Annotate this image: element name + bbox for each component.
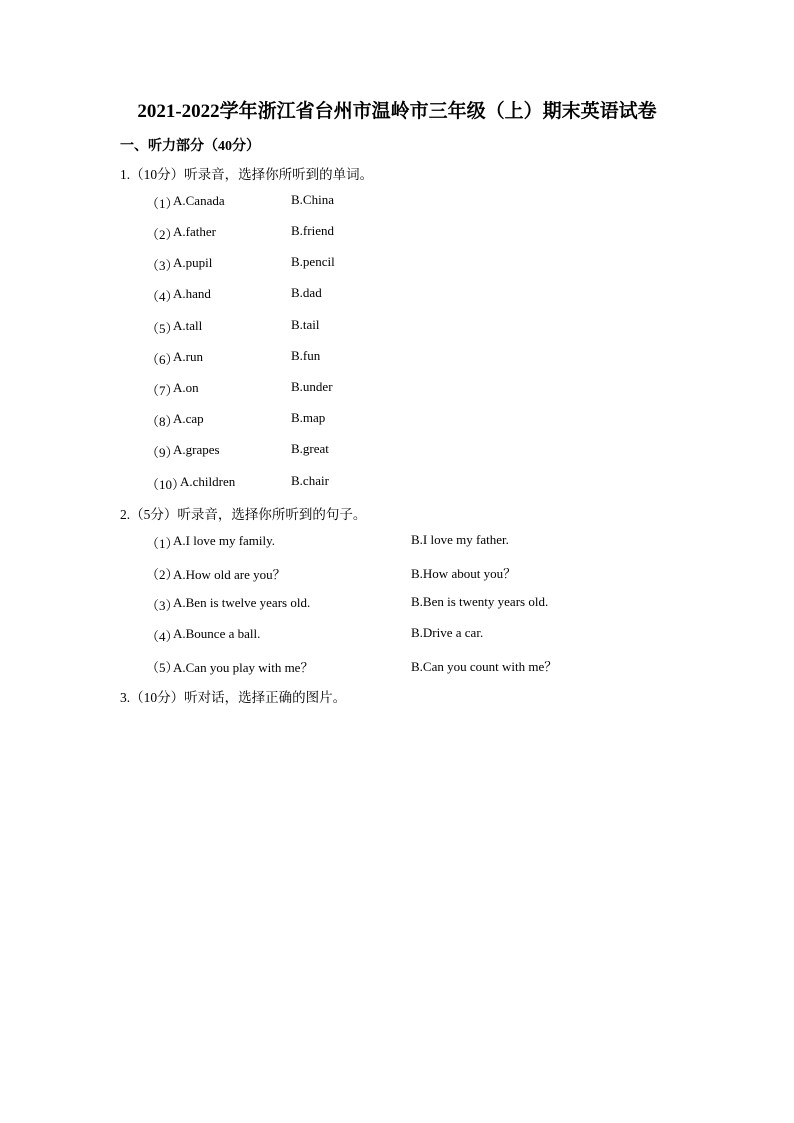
item-number: （7） <box>146 383 179 398</box>
item-number: （3） <box>146 258 179 273</box>
option-a: A.children <box>180 474 236 489</box>
option-b: B.Ben is twenty years old. <box>411 594 549 609</box>
question-1-header: 1.（10分）听录音，选择你所听到的单词。 <box>120 167 374 182</box>
item-number: （9） <box>146 445 179 460</box>
option-a: A.Canada <box>173 193 225 208</box>
option-b: B.Can you count with me？ <box>411 659 558 674</box>
option-b: B.under <box>291 379 333 394</box>
option-b: B.How about you？ <box>411 566 517 581</box>
option-a: A.tall <box>173 318 203 333</box>
option-a: A.run <box>173 349 203 364</box>
option-a: A.father <box>173 224 216 239</box>
option-b: B.map <box>291 410 326 425</box>
option-a: A.pupil <box>173 255 213 270</box>
item-number: （3） <box>146 598 179 613</box>
option-a: A.cap <box>173 411 204 426</box>
item-number: （5） <box>146 660 179 675</box>
option-b: B.friend <box>291 223 334 238</box>
option-a: A.Can you play with me？ <box>173 660 314 675</box>
option-b: B.great <box>291 441 329 456</box>
option-a: A.Ben is twelve years old. <box>173 595 311 610</box>
item-number: （5） <box>146 321 179 336</box>
item-number: （4） <box>146 629 179 644</box>
option-a: A.How old are you？ <box>173 567 286 582</box>
option-b: B.Drive a car. <box>411 625 484 640</box>
option-a: A.Bounce a ball. <box>173 626 261 641</box>
option-b: B.I love my father. <box>411 532 509 547</box>
option-b: B.tail <box>291 317 320 332</box>
item-number: （6） <box>146 352 179 367</box>
page-title: 2021-2022学年浙江省台州市温岭市三年级（上）期末英语试卷 <box>137 101 657 122</box>
question-3-header: 3.（10分）听对话，选择正确的图片。 <box>120 690 347 705</box>
option-b: B.fun <box>291 348 321 363</box>
item-number: （4） <box>146 289 179 304</box>
item-number: （1） <box>146 196 179 211</box>
item-number: （1） <box>146 536 179 551</box>
option-b: B.dad <box>291 285 322 300</box>
option-a: A.on <box>173 380 199 395</box>
question-2-header: 2.（5分）听录音，选择你所听到的句子。 <box>120 507 367 522</box>
item-number: （8） <box>146 414 179 429</box>
item-number: （2） <box>146 567 179 582</box>
section-heading-listening: 一、听力部分（40分） <box>120 139 260 154</box>
option-a: A.I love my family. <box>173 533 276 548</box>
item-number: （2） <box>146 227 179 242</box>
option-b: B.pencil <box>291 254 335 269</box>
option-b: B.China <box>291 192 334 207</box>
option-a: A.grapes <box>173 442 220 457</box>
item-number: （10） <box>146 477 186 492</box>
option-b: B.chair <box>291 473 329 488</box>
option-a: A.hand <box>173 286 211 301</box>
